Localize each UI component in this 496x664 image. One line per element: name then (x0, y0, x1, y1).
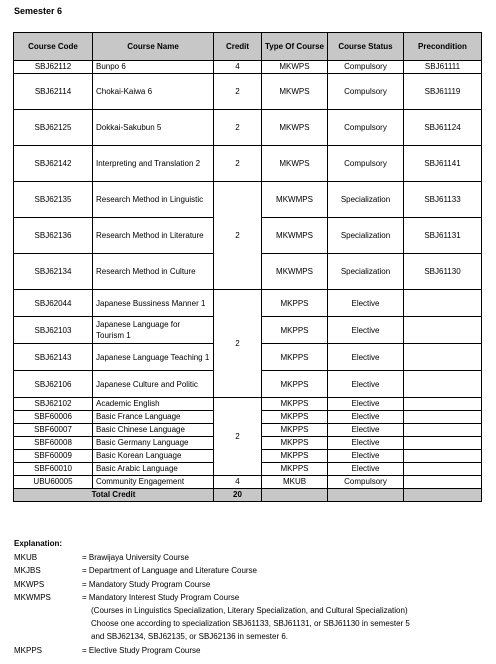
table-row (14, 74, 482, 110)
type-of-course: MKWMPS (262, 218, 328, 254)
type-of-course: MKPPS (262, 450, 328, 463)
explanation-item (14, 564, 489, 577)
precondition: SBJ61124 (404, 110, 482, 146)
type-of-course: MKPPS (262, 398, 328, 411)
explanation-title: Explanation: (14, 539, 63, 548)
course-status: Elective (328, 437, 404, 450)
table-row (14, 476, 482, 489)
course-name: Bunpo 6 (93, 61, 214, 74)
course-status: Elective (328, 398, 404, 411)
explanation-desc: = Department of Language and Literature Course (82, 566, 258, 576)
type-of-course: MKPPS (262, 317, 328, 344)
precondition: SBJ61119 (404, 74, 482, 110)
course-name: Research Method in Linguistic (93, 182, 214, 218)
total-credit-label: Total Credit (14, 489, 214, 502)
credit: 4 (214, 61, 262, 74)
course-code: SBJ62103 (14, 317, 93, 344)
precondition (404, 317, 482, 344)
type-of-course: MKPPS (262, 411, 328, 424)
type-of-course: MKPPS (262, 344, 328, 371)
course-status: Elective (328, 371, 404, 398)
course-code: SBJ62102 (14, 398, 93, 411)
explanation-desc: = Brawijaya University Course (82, 553, 189, 563)
course-name: Dokkai-Sakubun 5 (93, 110, 214, 146)
header-credit: Credit (214, 33, 262, 61)
header-course-name: Course Name (93, 33, 214, 61)
credit: 4 (214, 476, 262, 489)
course-status: Elective (328, 424, 404, 437)
course-status: Compulsory (328, 74, 404, 110)
course-name: Research Method in Literature (93, 218, 214, 254)
course-code: SBJ62044 (14, 290, 93, 317)
course-name: Japanese Language Teaching 1 (93, 344, 214, 371)
course-name: Academic English (93, 398, 214, 411)
precondition: SBJ61131 (404, 218, 482, 254)
explanation-desc: = Mandatory Study Program Course (82, 579, 211, 589)
course-status: Specialization (328, 254, 404, 290)
course-name: Basic France Language (93, 411, 214, 424)
explanation-desc: = Elective Study Program Course (82, 645, 201, 655)
precondition (404, 344, 482, 371)
type-of-course: MKWMPS (262, 254, 328, 290)
explanation-item (14, 591, 489, 644)
course-code: SBJ62125 (14, 110, 93, 146)
course-status: Elective (328, 317, 404, 344)
precondition: SBJ61141 (404, 146, 482, 182)
group-credit-elective-b: 2 (214, 398, 262, 476)
course-code: SBF60010 (14, 463, 93, 476)
explanation-abbr: MKWPS (14, 579, 45, 589)
precondition (404, 476, 482, 489)
precondition: SBJ61130 (404, 254, 482, 290)
precondition (404, 398, 482, 411)
precondition: SBJ61111 (404, 61, 482, 74)
course-status: Elective (328, 463, 404, 476)
course-code: SBF60008 (14, 437, 93, 450)
total-credit-value: 20 (214, 489, 262, 502)
type-of-course: MKWPS (262, 110, 328, 146)
precondition (404, 290, 482, 317)
credit: 2 (214, 110, 262, 146)
course-code: SBJ62114 (14, 74, 93, 110)
type-of-course: MKUB (262, 476, 328, 489)
course-table (13, 32, 482, 502)
course-code: SBJ62112 (14, 61, 93, 74)
course-status: Compulsory (328, 110, 404, 146)
explanation-desc-group (82, 591, 489, 644)
explanation-abbr: MKPPS (14, 645, 43, 655)
course-name: Japanese Language for Tourism 1 (93, 317, 214, 344)
table-row (14, 146, 482, 182)
precondition: SBJ61133 (404, 182, 482, 218)
course-code: SBJ62136 (14, 218, 93, 254)
course-name: Research Method in Culture (93, 254, 214, 290)
table-row (14, 398, 482, 411)
course-name: Japanese Bussiness Manner 1 (93, 290, 214, 317)
course-code: UBU60005 (14, 476, 93, 489)
type-of-course: MKPPS (262, 290, 328, 317)
empty-cell (328, 489, 404, 502)
total-row (14, 489, 482, 502)
table-header-row (14, 33, 482, 61)
mkwmps-note-3: and SBJ62134, SBJ62135, or SBJ62136 in semester 6. (91, 632, 289, 642)
credit: 2 (214, 146, 262, 182)
empty-cell (262, 489, 328, 502)
precondition (404, 371, 482, 398)
course-name: Basic Arabic Language (93, 463, 214, 476)
precondition (404, 450, 482, 463)
credit: 2 (214, 74, 262, 110)
course-code: SBJ62106 (14, 371, 93, 398)
precondition (404, 463, 482, 476)
explanation-abbr: MKJBS (14, 566, 41, 576)
explanation-item (14, 551, 489, 564)
course-name: Basic Chinese Language (93, 424, 214, 437)
explanation-item (14, 578, 489, 591)
type-of-course: MKWPS (262, 146, 328, 182)
header-precondition: Precondition (404, 33, 482, 61)
course-code: SBF60009 (14, 450, 93, 463)
explanation-desc: = Mandatory Interest Study Program Course (82, 592, 240, 602)
explanation-section (14, 537, 489, 657)
course-status: Compulsory (328, 146, 404, 182)
course-name: Japanese Culture and Politic (93, 371, 214, 398)
course-status: Elective (328, 344, 404, 371)
precondition (404, 424, 482, 437)
course-name: Community Engagement (93, 476, 214, 489)
type-of-course: MKWMPS (262, 182, 328, 218)
course-status: Specialization (328, 182, 404, 218)
table-row (14, 182, 482, 218)
mkwmps-note-2: Choose one according to specialization SBJ61133, SBJ61131, or SBJ61130 in semester 5 (91, 619, 410, 629)
course-code: SBF60007 (14, 424, 93, 437)
course-status: Compulsory (328, 61, 404, 74)
precondition (404, 411, 482, 424)
course-status: Elective (328, 290, 404, 317)
type-of-course: MKPPS (262, 463, 328, 476)
header-course-code: Course Code (14, 33, 93, 61)
course-name: Interpreting and Translation 2 (93, 146, 214, 182)
explanation-abbr: MKUB (14, 553, 38, 563)
course-status: Specialization (328, 218, 404, 254)
group-credit-specialization: 2 (214, 182, 262, 290)
empty-cell (404, 489, 482, 502)
course-code: SBF60006 (14, 411, 93, 424)
type-of-course: MKWPS (262, 61, 328, 74)
course-name: Basic Germany Language (93, 437, 214, 450)
course-name: Basic Korean Language (93, 450, 214, 463)
explanation-abbr: MKWMPS (14, 592, 51, 602)
course-code: SBJ62134 (14, 254, 93, 290)
header-course-status: Course Status (328, 33, 404, 61)
semester-title: Semester 6 (14, 6, 63, 16)
table-row (14, 61, 482, 74)
table-row (14, 290, 482, 317)
mkwmps-note-1: (Courses in Linguistics Specialization, Literary Specialization, and Cultural Specialization) (91, 606, 408, 616)
type-of-course: MKWPS (262, 74, 328, 110)
course-code: SBJ62142 (14, 146, 93, 182)
course-code: SBJ62135 (14, 182, 93, 218)
explanation-item (14, 644, 489, 657)
course-status: Compulsory (328, 476, 404, 489)
type-of-course: MKPPS (262, 437, 328, 450)
table-row (14, 110, 482, 146)
course-name: Chokai-Kaiwa 6 (93, 74, 214, 110)
group-credit-elective-a: 2 (214, 290, 262, 398)
course-status: Elective (328, 450, 404, 463)
course-code: SBJ62143 (14, 344, 93, 371)
type-of-course: MKPPS (262, 371, 328, 398)
precondition (404, 437, 482, 450)
header-type-of-course: Type Of Course (262, 33, 328, 61)
type-of-course: MKPPS (262, 424, 328, 437)
course-status: Elective (328, 411, 404, 424)
